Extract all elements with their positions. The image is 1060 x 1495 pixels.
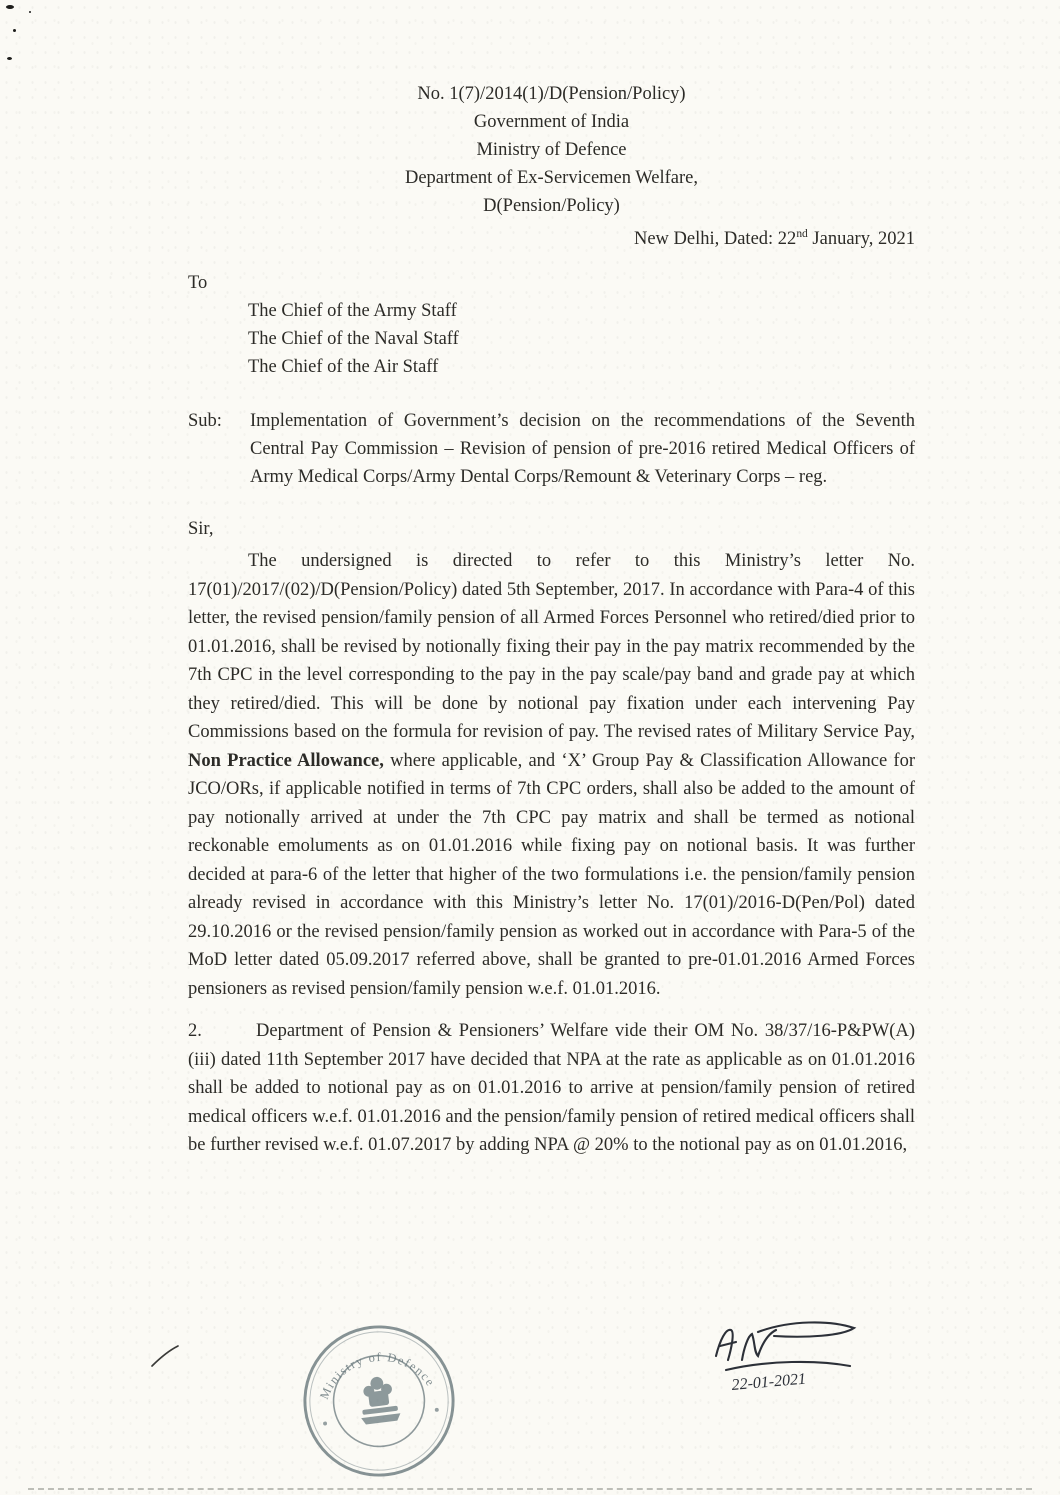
stamp-curved-text: Ministry of Defence (316, 1349, 439, 1402)
paragraph-2-text: Department of Pension & Pensioners’ Welfare vide their OM No. 38/37/16-P&PW(A)(iii) dated 11th September 2017 have decided that NPA at the rate as applicable as on 01.01.2016 shall be added to notional pay as on 01.01.2016 to arrive at pension/family pension of retired medical officers w.e.f. 01.01.2016 and the pension/family pension of retired medical officers shall be further revised w.e.f. 01.07.2017 by adding NPA @ 20% to the notional pay as on 01.01.2016, (188, 1021, 915, 1156)
recipient-air-force: The Chief of the Air Staff (248, 357, 439, 378)
reference-number: No. 1(7)/2014(1)/D(Pension/Policy) (417, 84, 686, 104)
ministry-seal-stamp (291, 1313, 467, 1489)
subject-block (188, 407, 915, 491)
scan-artifact (7, 57, 12, 60)
date-text-rest: January, 2021 (807, 229, 915, 250)
paragraph-1-text: The undersigned is directed to refer to this Ministry’s letter No. 17(01)/2017/(02)/D(Pension/Policy) dated 5th September, 2017. In accordance with Para-4 of this letter, the revised pension/family pension of all Armed Forces Personnel who retired/died prior to 01.01.2016, shall be revised by notionally fixing their pay in the pay matrix recommended by the 7th CPC in the level corresponding to the pay in the pay scale/pay band and grade pay at which they retired/died. This will be done by notional pay fixation under each intervening Pay Commissions based on the formula for revision of pay. The revised rates of Military Service Pay, (188, 551, 915, 743)
date-line (188, 220, 915, 253)
org-line-department: Department of Ex-Servicemen Welfare, (404, 168, 698, 188)
handwritten-tick-mark (148, 1342, 182, 1370)
signature-date: 22-01-2021 (730, 1370, 807, 1394)
body-paragraph-1 (188, 547, 915, 1003)
salutation: Sir, (188, 519, 214, 540)
recipient-army: The Chief of the Army Staff (248, 301, 457, 322)
bold-phrase-npa: Non Practice Allowance, (188, 750, 384, 771)
recipients-list (248, 297, 915, 381)
scan-artifact (6, 5, 14, 9)
subject-text: Implementation of Government’s decision on the recommendations of the Seventh Central Pay Commission – Revision of pension of pre-2016 retired Medical Officers of Army Medical Corps/Army Dental Corps/Remount & Veterinary Corps – reg. (250, 411, 915, 488)
org-line-ministry: Ministry of Defence (476, 140, 627, 160)
to-label: To (188, 273, 208, 294)
ashoka-emblem-icon (356, 1375, 401, 1425)
subject-label: Sub: (188, 411, 222, 432)
paragraph-number: 2. (188, 1021, 202, 1042)
scan-edge-line (28, 1488, 1032, 1490)
stamp-dot-left (323, 1421, 327, 1425)
org-line-division: D(Pension/Policy) (483, 196, 620, 216)
body-paragraph-2 (188, 1017, 915, 1160)
paragraph-1-text-continued: where applicable, and ‘X’ Group Pay & Classification Allowance for JCO/ORs, if applicable notified in terms of 7th CPC orders, shall also be added to the amount of pay notionally arrived at under the 7th CPC pay matrix and shall be termed as notional reckonable emoluments as on 01.01.2016 while fixing pay on notional basis. It was further decided at para-6 of the letter that higher of the two formulations i.e. the pension/family pension already revised in accordance with this Ministry’s letter No. 17(01)/2016-D(Pen/Pol) dated 29.10.2016 or the revised pension/family pension as worked out in accordance with Para-5 of the MoD letter dated 05.09.2017 referred above, shall be granted to pre-01.01.2016 Armed Forces pensioners as revised pension/family pension w.e.f. 01.01.2016. (188, 750, 915, 999)
scan-artifact (29, 11, 31, 13)
stamp-dot-right (435, 1408, 439, 1412)
signature (698, 1318, 868, 1398)
date-text: New Delhi, Dated: 22 (633, 229, 797, 250)
signature-strokes (716, 1322, 854, 1370)
letter-body (188, 80, 915, 1160)
recipient-navy: The Chief of the Naval Staff (248, 329, 459, 350)
letter-header (188, 80, 915, 220)
date-ordinal-suffix: nd (796, 228, 808, 240)
scan-artifact (13, 29, 16, 32)
org-line-government: Government of India (473, 112, 630, 132)
